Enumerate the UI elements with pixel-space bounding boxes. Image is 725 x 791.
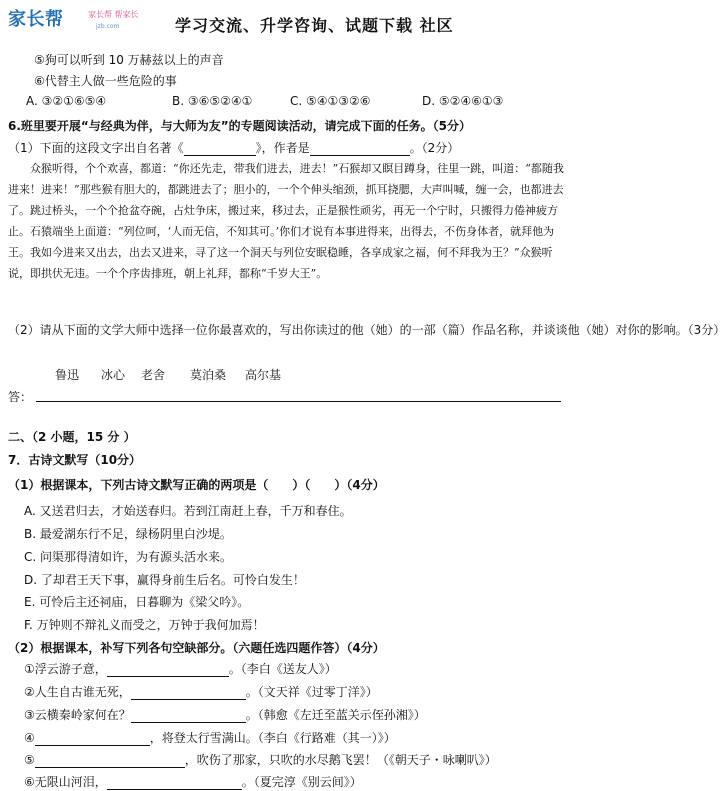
fill-6-pre: ⑥无限山河泪，	[24, 775, 107, 789]
fill-2-pre: ②人生自古谁无死，	[24, 685, 131, 699]
fill-5-post: ，吹伤了那家，只吹的水尽鹅飞罢！（《朝天子・咏喇叭》）	[184, 753, 497, 767]
fill-4-pre: ④	[24, 731, 35, 745]
author-gorky: 高尔基	[245, 368, 282, 382]
fill-item-1	[24, 660, 337, 677]
q7-sub2: （2）根据课本，补写下列各句空缺部分。（六题任选四题作答）（4分）	[8, 641, 385, 655]
fill-4-blank[interactable]	[35, 733, 150, 746]
fill-2-post: 。（文天祥《过零丁洋》）	[245, 685, 378, 699]
q7-option-f: F. 万钟则不辩礼义而受之，万钟于我何加焉！	[24, 618, 265, 632]
q5-item-6: ⑥代替主人做一些危险的事	[34, 74, 177, 88]
author-luxun: 鲁迅	[55, 368, 80, 382]
author-maupassant: 莫泊桑	[190, 368, 227, 382]
q7-sub1: （1）根据课本，下列古诗文默写正确的两项是（ ）（ ）（4分）	[8, 478, 385, 492]
fill-5-pre: ⑤	[24, 753, 35, 767]
site-logo[interactable]: 家长帮	[8, 9, 64, 30]
fill-3-pre: ③云横秦岭家何在？	[24, 708, 131, 722]
q5-item-5: ⑤狗可以听到 10 万赫兹以上的声音	[34, 53, 224, 67]
q7-option-a: A. 又送君归去，才始送春归。若到江南赶上春，千万和春住。	[24, 504, 352, 518]
fill-6-blank[interactable]	[107, 777, 242, 790]
answer-line[interactable]	[36, 401, 561, 402]
q7-option-c: C. 问渠那得清如许，为有源头活水来。	[24, 550, 233, 564]
logo-slogan: 家长帮 帮家长	[88, 10, 139, 19]
q5-option-d: D. ⑤②④⑥①③	[422, 94, 504, 108]
header-banner: 学习交流、升学咨询、试题下载 社区	[175, 16, 454, 35]
fill-5-blank[interactable]	[35, 755, 185, 768]
fill-1-pre: ①浮云游子意，	[24, 662, 107, 676]
fill-item-6	[24, 773, 362, 790]
author-bingxin: 冰心	[101, 368, 126, 382]
q5-option-c: C. ⑤④①③②⑥	[290, 94, 371, 108]
author-laoshe: 老舍	[141, 368, 166, 382]
q5-option-b: B. ③⑥⑤②④①	[172, 94, 253, 108]
fill-item-3	[24, 706, 426, 723]
answer-label: 答：	[8, 390, 33, 404]
fill-2-blank[interactable]	[131, 687, 246, 700]
q6-part1-prefix: （1）下面的这段文字出自名著《	[8, 141, 184, 155]
q6-part1-suffix: 。（2分）	[409, 141, 460, 155]
fill-item-5	[24, 751, 497, 768]
fill-1-blank[interactable]	[107, 664, 229, 677]
q6-passage: 众猴听得，个个欢喜，都道：“你还先走，带我们进去，进去！”石猴却又瞑目蹲身，往里一跳，叫道：“都随我进来！进来！”那些猴有胆大的，都跳进去了；胆小的，一个个伸头缩颈，抓耳挠腮，大声叫喊，缠一会，也都进去了。跳过桥头，一个个抢盆夺碗，占灶争床，搬过来，移过去，正是猴性顽劣，再无一个宁时，只搬得力倦神疲方止。石猿端坐上面道：“列位呵，‘人而无信，不知其可。’你们才说有本事进得来，出得去，不伤身体者，就拜他为王。我如今进来又出去，出去又进来，寻了这一个洞天与列位安眠稳睡，各享成家之福，何不拜我为王？”众猴听说，即拱伏无违。一个个序齿排班，朝上礼拜，都称“千岁大王”。	[8, 162, 564, 280]
fill-item-4	[24, 729, 396, 746]
q7-option-e: E. 可怜后主还祠庙，日暮聊为《梁父吟》。	[24, 595, 250, 609]
section2-title: 二、（2 小题，15 分 ）	[8, 430, 136, 444]
q6-part2: （2）请从下面的文学大师中选择一位你最喜欢的，写出你读过的他（她）的一部（篇）作品名称，并谈谈他（她）对你的影响。（3分）	[8, 323, 725, 337]
fill-item-2	[24, 683, 378, 700]
q5-option-a: A. ③②①⑥⑤④	[26, 94, 107, 108]
logo-url: jzb.com	[96, 23, 120, 30]
q6-part1	[8, 139, 459, 156]
fill-4-post: ，将登太行雪满山。（李白《行路难（其一）》）	[149, 731, 396, 745]
q7-option-b: B. 最爱湖东行不足，绿杨阴里白沙堤。	[24, 527, 232, 541]
q6-part1-middle: 》，作者是	[255, 141, 310, 155]
q7-option-d: D. 了却君王天下事，赢得身前生后名。可怜白发生！	[24, 573, 305, 587]
fill-3-post: 。（韩愈《左迁至蓝关示侄孙湘》）	[245, 708, 426, 722]
fill-3-blank[interactable]	[131, 710, 246, 723]
author-blank[interactable]	[310, 143, 410, 156]
q6-title: 6.班里要开展“与经典为伴，与大师为友”的专题阅读活动，请完成下面的任务。（5分）	[8, 119, 472, 133]
book-title-blank[interactable]	[184, 143, 256, 156]
fill-1-post: 。（李白《送友人》）	[228, 662, 337, 676]
fill-6-post: 。（夏完淳《别云间》）	[241, 775, 362, 789]
q7-title: 7．古诗文默写（10分）	[8, 453, 142, 467]
